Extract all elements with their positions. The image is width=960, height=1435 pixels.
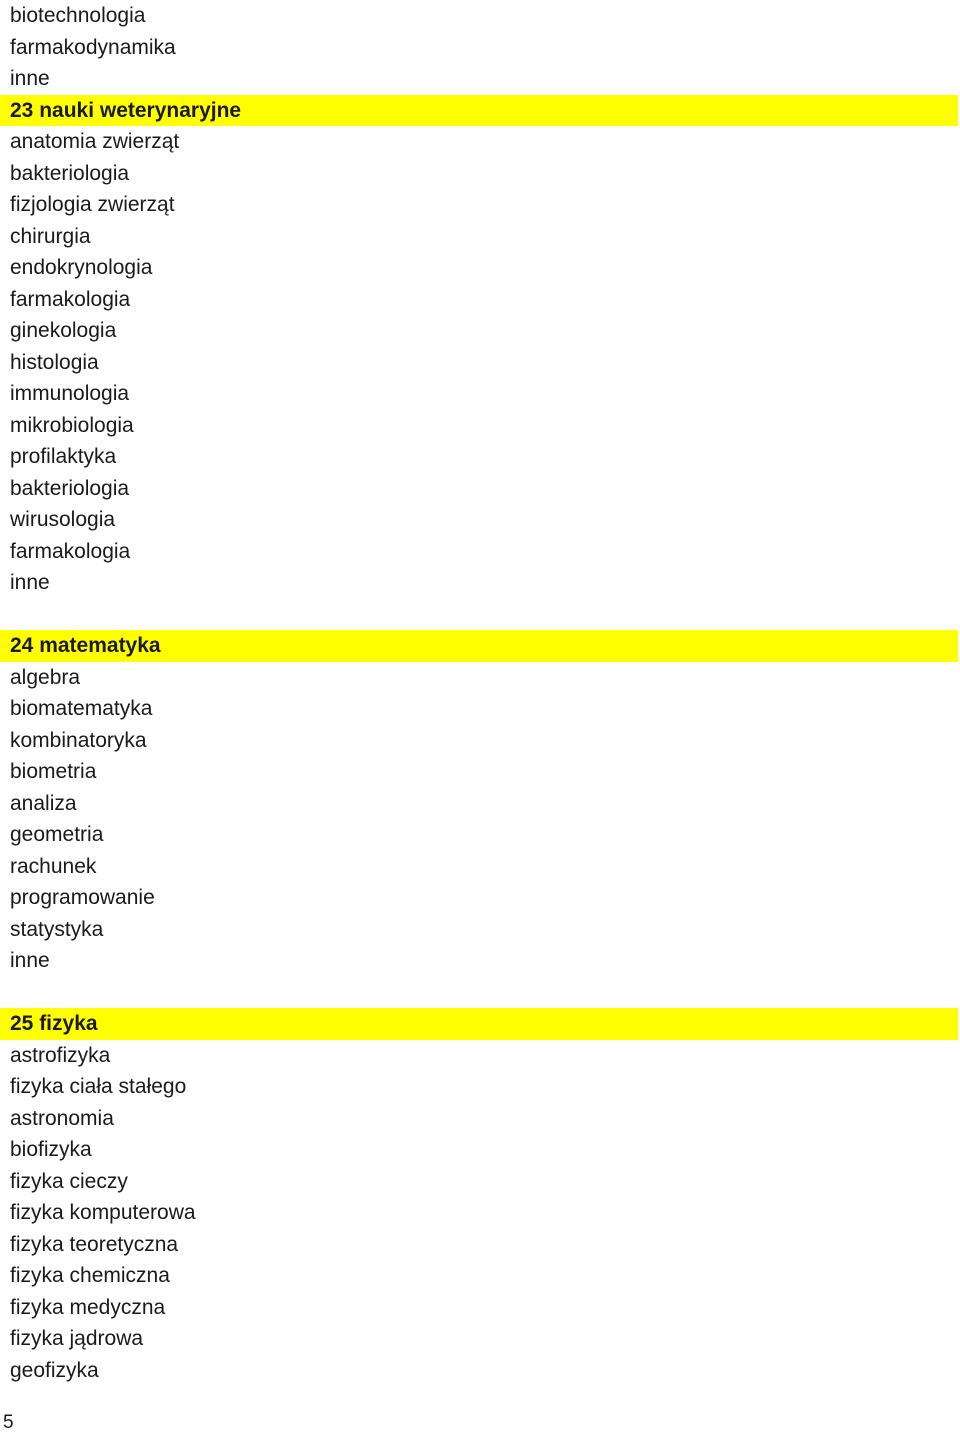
list-item: bakteriologia — [10, 161, 130, 185]
list-item: biomatematyka — [10, 697, 153, 720]
list-item: inne — [10, 949, 50, 972]
list-item: geometria — [10, 823, 104, 846]
list-item: kombinatoryka — [10, 728, 147, 752]
list-item: fizyka komputerowa — [10, 1201, 196, 1224]
list-item: biotechnologia — [10, 4, 146, 27]
list-item: farmakodynamika — [10, 35, 176, 59]
blank-line — [0, 599, 960, 631]
list-item: fizyka medyczna — [10, 1295, 166, 1319]
list-item: algebra — [10, 665, 81, 689]
list-item: astrofizyka — [10, 1043, 111, 1067]
list-item: statystyka — [10, 917, 104, 941]
list-item: inne — [10, 571, 50, 594]
list-item: astronomia — [10, 1106, 114, 1130]
list-item: chirurgia — [10, 224, 91, 248]
section-header: 25 fizyka — [0, 1008, 958, 1040]
page-number: 5 — [3, 1412, 14, 1433]
list-item: ginekologia — [10, 319, 117, 342]
list-item: fizyka ciała stałego — [10, 1075, 187, 1098]
list-item: fizyka jądrowa — [10, 1327, 144, 1350]
section-header: 24 matematyka — [0, 630, 958, 662]
list-item: farmakologia — [10, 539, 131, 563]
list-item: endokrynologia — [10, 256, 153, 279]
list-item: biofizyka — [10, 1138, 92, 1161]
list-item: fizyka chemiczna — [10, 1264, 170, 1287]
section-header: 23 nauki weterynaryjne — [0, 95, 958, 127]
list-item: histologia — [10, 350, 99, 374]
list-item: fizyka cieczy — [10, 1169, 128, 1193]
list-item: mikrobiologia — [10, 413, 134, 437]
list-item: immunologia — [10, 382, 130, 405]
list-item: profilaktyka — [10, 445, 117, 468]
list-item: fizjologia zwierząt — [10, 193, 175, 216]
list-item: programowanie — [10, 886, 155, 909]
list-item: anatomia zwierząt — [10, 130, 180, 153]
list-item: biometria — [10, 760, 97, 783]
list-item: wirusologia — [10, 508, 116, 531]
list-item: rachunek — [10, 854, 97, 878]
list-item: inne — [10, 67, 50, 90]
list-item: geofizyka — [10, 1358, 99, 1382]
list-item: bakteriologia — [10, 476, 130, 500]
list-item: fizyka teoretyczna — [10, 1232, 179, 1256]
list-item: analiza — [10, 791, 77, 815]
list-item: farmakologia — [10, 287, 131, 311]
blank-line — [0, 977, 960, 1009]
